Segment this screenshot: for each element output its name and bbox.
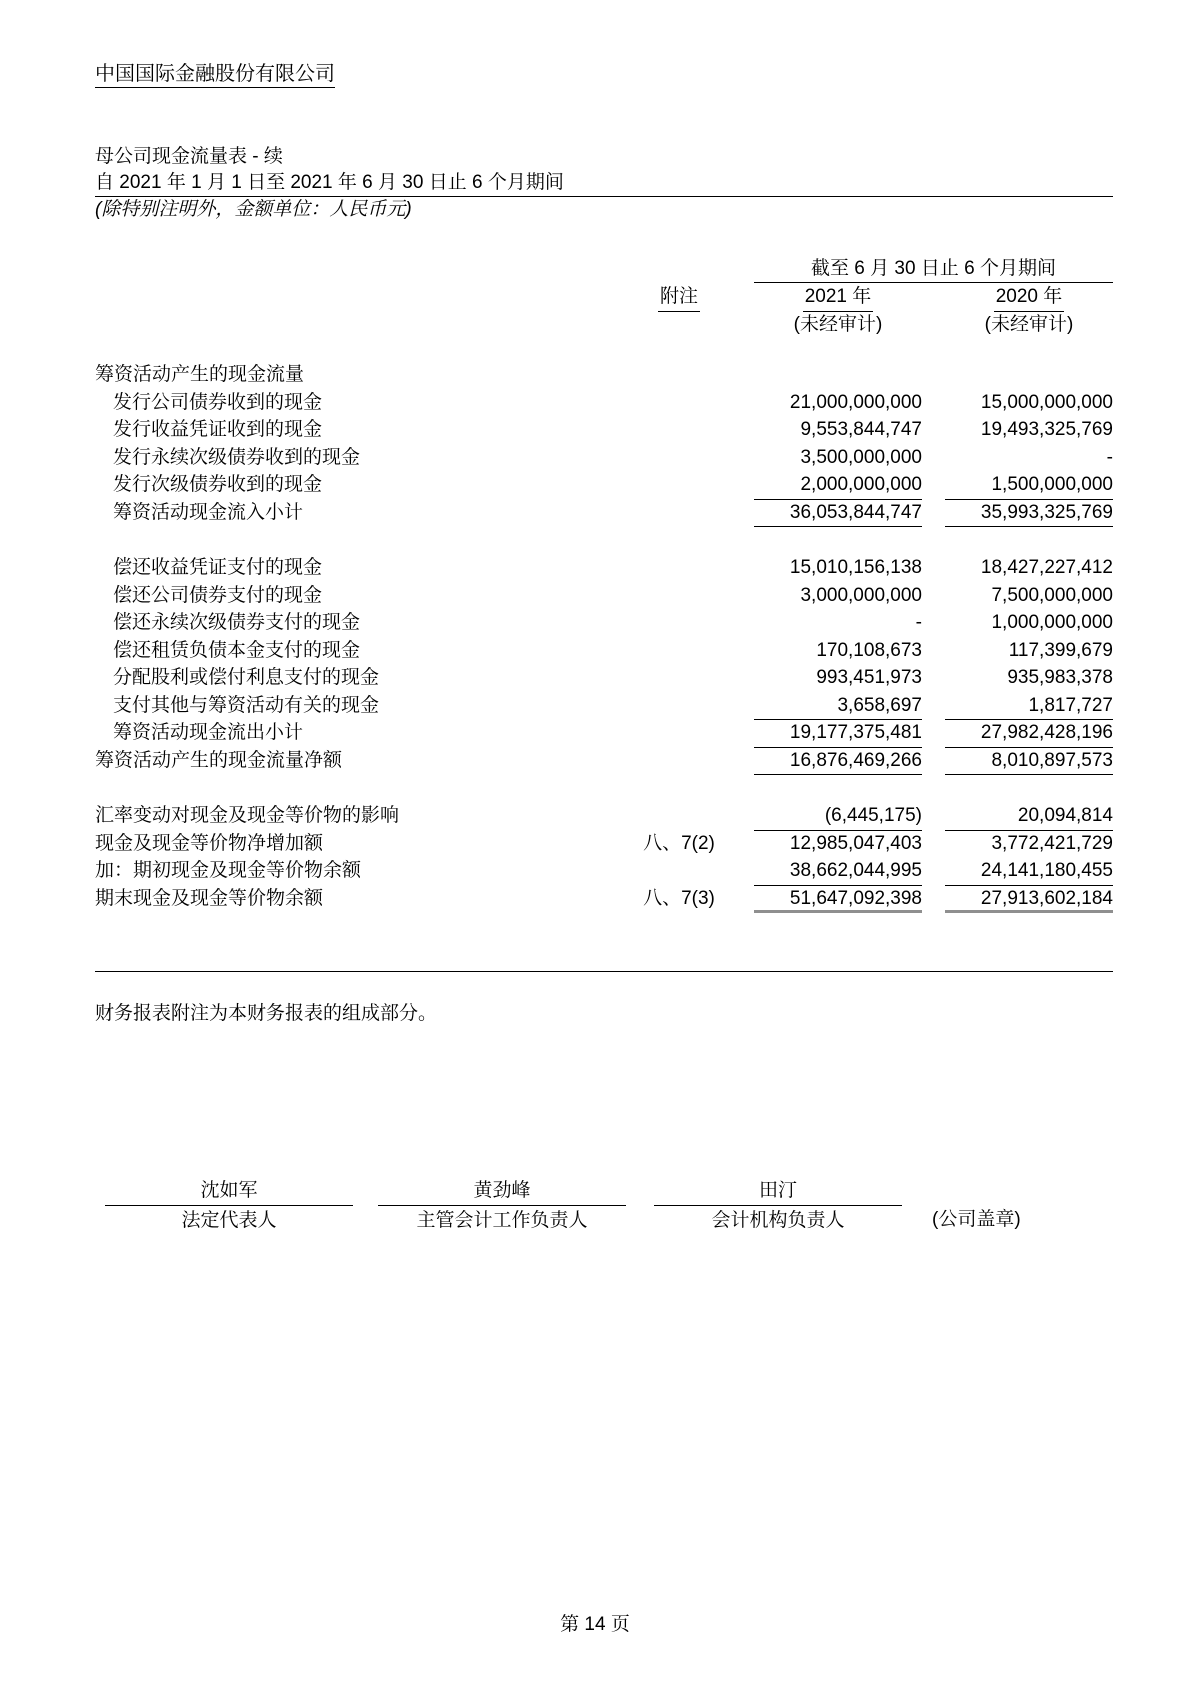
row-label: 加：期初现金及现金等价物余额 [95, 860, 362, 881]
row-note [604, 362, 754, 390]
signature [378, 1178, 626, 1234]
row-label: 发行收益凭证收到的现金 [113, 419, 323, 440]
row-value-2020: 18,427,227,412 [980, 557, 1113, 578]
signature-name: 沈如军 [105, 1178, 353, 1206]
row-column-gap [922, 638, 945, 666]
header-spacer [922, 283, 945, 312]
row-value-2020: 7,500,000,000 [991, 584, 1113, 606]
row-value-2020: 27,913,602,184 [945, 886, 1113, 914]
row-value-2021: 3,500,000,000 [800, 446, 922, 468]
row-note [604, 638, 754, 666]
row-note [604, 417, 754, 445]
table-row [95, 831, 1113, 859]
row-value-2020: 19,493,325,769 [980, 419, 1113, 440]
row-value-2021: 12,985,047,403 [789, 832, 922, 854]
row-value-2021 [754, 362, 922, 390]
row-value-2020: 8,010,897,573 [945, 748, 1113, 776]
row-column-gap [922, 803, 945, 831]
column-header-2020 [945, 283, 1113, 312]
row-note [604, 390, 754, 418]
signature-name: 田汀 [654, 1178, 902, 1206]
row-column-gap [922, 693, 945, 721]
row-value-2021: 2,000,000,000 [754, 472, 922, 500]
row-value-2021: 16,876,469,266 [754, 748, 922, 776]
table-row [95, 390, 1113, 418]
row-note: 八、7(3) [643, 887, 715, 909]
row-note [604, 803, 754, 831]
row-column-gap [922, 472, 945, 500]
row-note [604, 693, 754, 721]
table-row [95, 610, 1113, 638]
row-column-gap [922, 665, 945, 693]
row-column-gap [922, 555, 945, 583]
header-spacer [604, 256, 754, 283]
table-row [95, 803, 1113, 831]
signature [654, 1178, 902, 1234]
statement-title: 母公司现金流量表 - 续 [95, 146, 283, 167]
signature-title: 会计机构负责人 [711, 1210, 845, 1231]
table-end-rule [95, 971, 1113, 972]
row-value-2020: 15,000,000,000 [980, 391, 1113, 413]
row-label: 偿还永续次级债券支付的现金 [113, 612, 361, 633]
row-column-gap [922, 417, 945, 445]
row-label: 筹资活动现金流入小计 [113, 501, 304, 523]
signature-title: 法定代表人 [181, 1210, 277, 1231]
row-value-2021: 51,647,092,398 [754, 886, 922, 914]
row-value-2020: 1,500,000,000 [945, 472, 1113, 500]
row-column-gap [922, 445, 945, 473]
unaudited-label-2021: (未经审计) [793, 314, 883, 335]
table-header [95, 256, 1113, 338]
table-row [95, 583, 1113, 611]
table-row [95, 417, 1113, 445]
row-label: 发行次级债券收到的现金 [113, 474, 323, 495]
row-label: 筹资活动产生的现金流量 [95, 364, 305, 385]
row-column-gap [922, 390, 945, 418]
row-column-gap [922, 583, 945, 611]
row-value-2020: 24,141,180,455 [945, 858, 1113, 886]
header-spacer [604, 312, 754, 338]
header-spacer [922, 312, 945, 338]
row-value-2021: 15,010,156,138 [789, 557, 922, 578]
table-row [95, 665, 1113, 693]
row-value-2021: 21,000,000,000 [789, 391, 922, 413]
table-row [95, 638, 1113, 666]
row-note [604, 500, 754, 528]
row-label: 偿还公司债券支付的现金 [113, 584, 323, 606]
row-label: 期末现金及现金等价物余额 [95, 887, 324, 909]
row-label: 发行公司债券收到的现金 [113, 391, 323, 413]
header-row-columns [95, 283, 1113, 312]
row-value-2020: 1,000,000,000 [991, 612, 1113, 633]
row-value-2021: - [915, 612, 922, 633]
table-row [95, 555, 1113, 583]
row-note [604, 472, 754, 500]
column-header-2021-label: 2021 年 [803, 283, 874, 312]
table-body [95, 362, 1113, 913]
period-span-header: 截至 6 月 30 日止 6 个月期间 [754, 256, 1113, 283]
row-label: 现金及现金等价物净增加额 [95, 832, 324, 854]
signature-title: 主管会计工作负责人 [416, 1210, 588, 1231]
row-note [604, 748, 754, 776]
row-note [604, 665, 754, 693]
row-value-2021: 36,053,844,747 [754, 500, 922, 528]
note-column-header [604, 283, 754, 312]
row-value-2021: 9,553,844,747 [800, 419, 922, 440]
row-label: 分配股利或偿付利息支付的现金 [113, 667, 380, 688]
row-value-2021: (6,445,175) [754, 803, 922, 831]
signature-name: 黄劲峰 [378, 1178, 626, 1206]
row-value-2020: 35,993,325,769 [945, 500, 1113, 528]
signature-block [95, 1178, 1113, 1234]
row-value-2020: 27,982,428,196 [945, 720, 1113, 748]
note-column-header-label: 附注 [658, 283, 700, 312]
row-note [604, 555, 754, 583]
row-value-2021: 19,177,375,481 [754, 720, 922, 748]
row-note: 八、7(2) [643, 832, 715, 854]
unit-note: (除特别注明外，金额单位：人民币元) [95, 199, 412, 220]
row-note [604, 858, 754, 886]
table-row [95, 720, 1113, 748]
row-label: 筹资活动现金流出小计 [113, 722, 304, 743]
row-value-2020: 20,094,814 [945, 803, 1113, 831]
row-column-gap [922, 748, 945, 776]
row-value-2020: 935,983,378 [1007, 667, 1113, 688]
row-value-2021: 3,658,697 [754, 693, 922, 721]
row-column-gap [922, 858, 945, 886]
row-note [604, 583, 754, 611]
row-value-2021: 3,000,000,000 [800, 584, 922, 606]
table-row [95, 693, 1113, 721]
row-value-2020: - [1106, 446, 1113, 468]
header-spacer [95, 312, 604, 338]
column-header-2021 [754, 283, 922, 312]
row-value-2021: 38,662,044,995 [754, 858, 922, 886]
row-label: 支付其他与筹资活动有关的现金 [113, 694, 380, 716]
row-label: 筹资活动产生的现金流量净额 [95, 749, 343, 771]
table-row [95, 362, 1113, 390]
row-column-gap [922, 886, 945, 914]
row-label: 汇率变动对现金及现金等价物的影响 [95, 805, 400, 826]
signature [105, 1178, 353, 1234]
row-note [604, 445, 754, 473]
header-row-unaudited [95, 312, 1113, 338]
header-spacer [95, 256, 604, 283]
row-column-gap [922, 831, 945, 859]
row-value-2020: 1,817,727 [945, 693, 1113, 721]
column-header-2020-label: 2020 年 [994, 283, 1065, 312]
row-label: 偿还收益凭证支付的现金 [113, 557, 323, 578]
row-value-2021: 170,108,673 [816, 639, 922, 661]
table-row [95, 445, 1113, 473]
row-label: 偿还租赁负债本金支付的现金 [113, 639, 361, 661]
table-row [95, 858, 1113, 886]
row-note [604, 610, 754, 638]
notes-statement: 财务报表附注为本财务报表的组成部分。 [95, 1003, 438, 1024]
table-row [95, 886, 1113, 914]
row-value-2020: 3,772,421,729 [991, 832, 1113, 854]
row-column-gap [922, 362, 945, 390]
statement-period: 自 2021 年 1 月 1 日至 2021 年 6 月 30 日止 6 个月期间 [95, 170, 1113, 197]
title-block [95, 144, 1113, 223]
row-value-2021: 993,451,973 [816, 667, 922, 688]
row-label: 发行永续次级债券收到的现金 [113, 446, 361, 468]
page-number: 第 14 页 [560, 1614, 630, 1635]
unaudited-label-2020: (未经审计) [984, 314, 1074, 335]
row-note [604, 720, 754, 748]
table-row [95, 748, 1113, 776]
row-column-gap [922, 720, 945, 748]
company-name: 中国国际金融股份有限公司 [95, 62, 335, 88]
row-value-2020 [945, 362, 1113, 390]
header-row-period [95, 256, 1113, 283]
row-column-gap [922, 610, 945, 638]
table-row [95, 472, 1113, 500]
row-value-2020: 117,399,679 [1008, 639, 1113, 661]
row-column-gap [922, 500, 945, 528]
company-seal-note: (公司盖章) [932, 1209, 1021, 1230]
header-spacer [95, 283, 604, 312]
table-row [95, 500, 1113, 528]
